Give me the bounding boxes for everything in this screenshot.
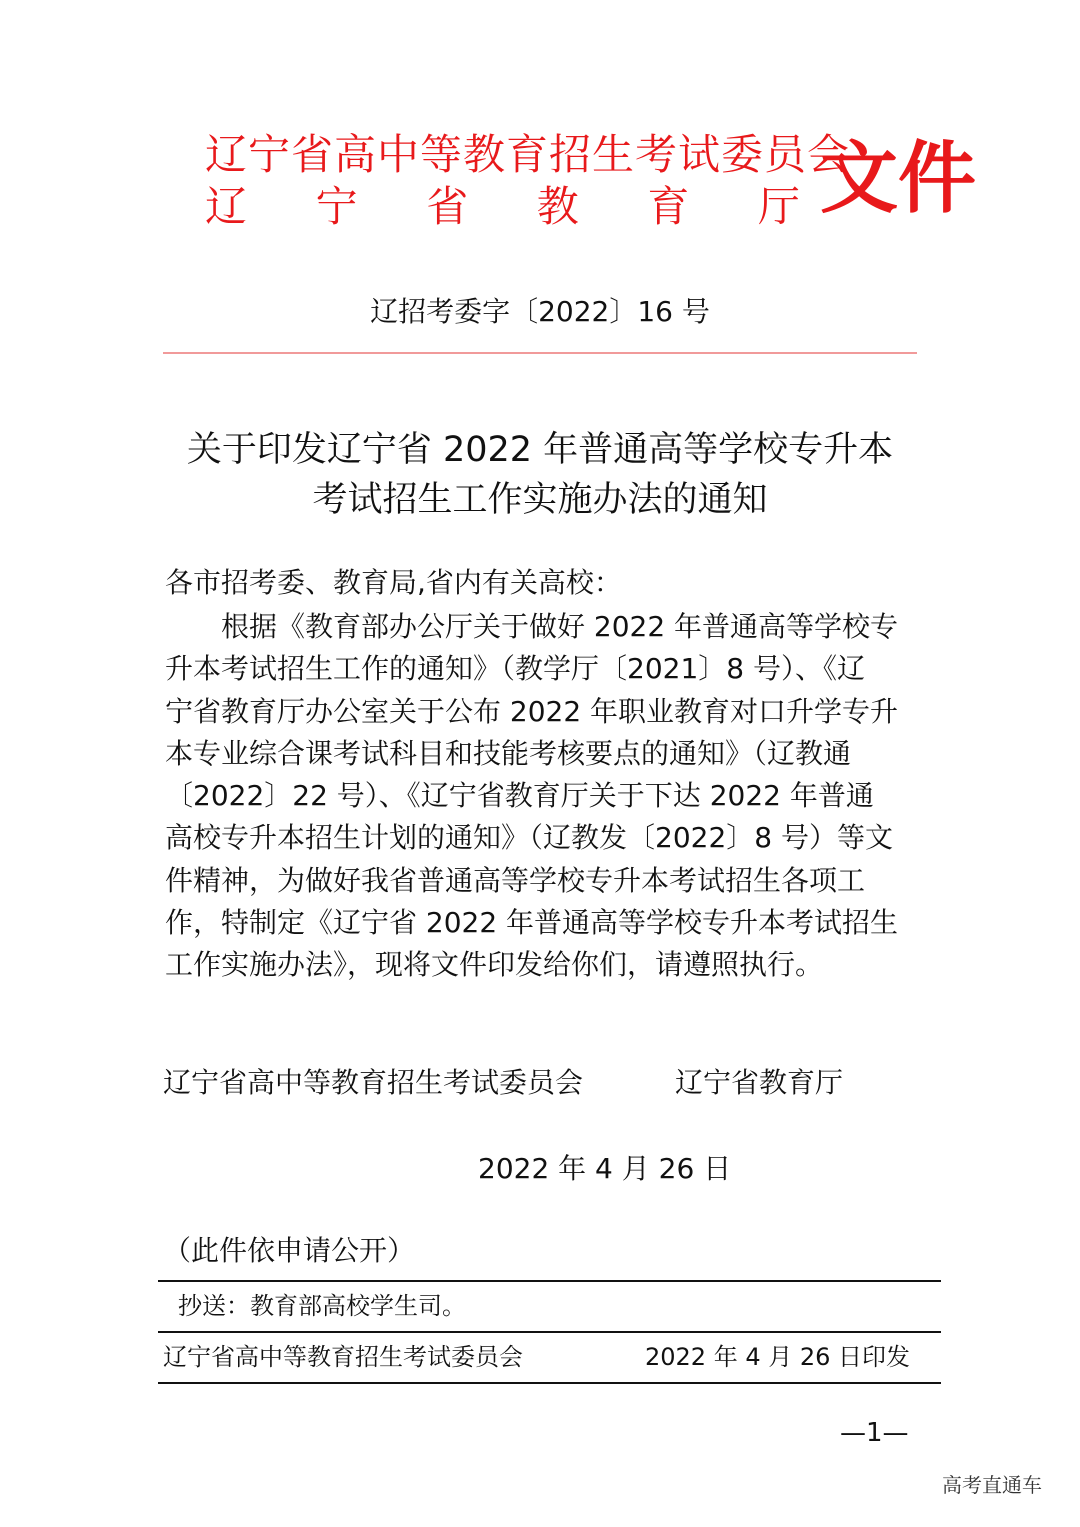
document-title-line2: 考试招生工作实施办法的通知 xyxy=(312,480,768,520)
body-line: 〔2022〕22 号）、《辽宁省教育厅关于下达 2022 年普通 xyxy=(165,779,874,813)
red-divider xyxy=(163,352,917,354)
issuer: 辽宁省高中等教育招生考试委员会 xyxy=(163,1343,523,1371)
body-line: 高校专升本招生计划的通知》（辽教发〔2022〕8 号）等文 xyxy=(165,821,893,855)
page-number: —1— xyxy=(840,1418,909,1448)
signature-org-2: 辽宁省教育厅 xyxy=(675,1066,844,1099)
body-line: 本专业综合课考试科目和技能考核要点的通知》（辽教通 xyxy=(165,736,852,770)
masthead-char: 辽 xyxy=(205,182,248,231)
body-paragraph xyxy=(165,606,917,987)
masthead-suffix: 文件 xyxy=(820,134,977,224)
greeting: 各市招考委、教育局,省内有关高校： xyxy=(165,566,622,599)
document-title-line1: 关于印发辽宁省 2022 年普通高等学校专升本 xyxy=(186,430,894,470)
issue-date: 2022 年 4 月 26 日印发 xyxy=(645,1343,911,1371)
public-note: （此件依申请公开） xyxy=(163,1234,416,1267)
cc-line: 抄送：教育部高校学生司。 xyxy=(178,1292,466,1320)
footer-rule-top xyxy=(158,1280,941,1282)
signature-date: 2022 年 4 月 26 日 xyxy=(478,1152,732,1185)
masthead-char: 厅 xyxy=(757,182,800,231)
footer-rule-middle xyxy=(158,1331,941,1333)
body-line: 作，特制定《辽宁省 2022 年普通高等学校专升本考试招生 xyxy=(165,906,899,940)
masthead-char: 教 xyxy=(536,182,579,231)
body-line: 根据《教育部办公厅关于做好 2022 年普通高等学校专 xyxy=(165,610,899,643)
footer-rule-bottom xyxy=(158,1382,941,1384)
body-line: 宁省教育厅办公室关于公布 2022 年职业教育对口升学专升 xyxy=(165,694,899,728)
masthead-char: 省 xyxy=(426,182,469,231)
body-line: 升本考试招生工作的通知》（教学厅〔2021〕8 号）、《辽 xyxy=(165,652,865,686)
masthead-org-line1: 辽宁省高中等教育招生考试委员会 xyxy=(205,130,851,179)
masthead-org-line2 xyxy=(205,182,800,232)
signature-org-1: 辽宁省高中等教育招生考试委员会 xyxy=(163,1066,584,1099)
masthead-char: 宁 xyxy=(315,182,358,231)
watermark: 高考直通车 xyxy=(942,1473,1042,1497)
masthead-char: 育 xyxy=(647,182,690,231)
body-line: 工作实施办法》，现将文件印发给你们，请遵照执行。 xyxy=(165,948,824,982)
document-number: 辽招考委字〔2022〕16 号 xyxy=(370,295,710,328)
body-line: 件精神，为做好我省普通高等学校专升本考试招生各项工 xyxy=(165,863,866,897)
